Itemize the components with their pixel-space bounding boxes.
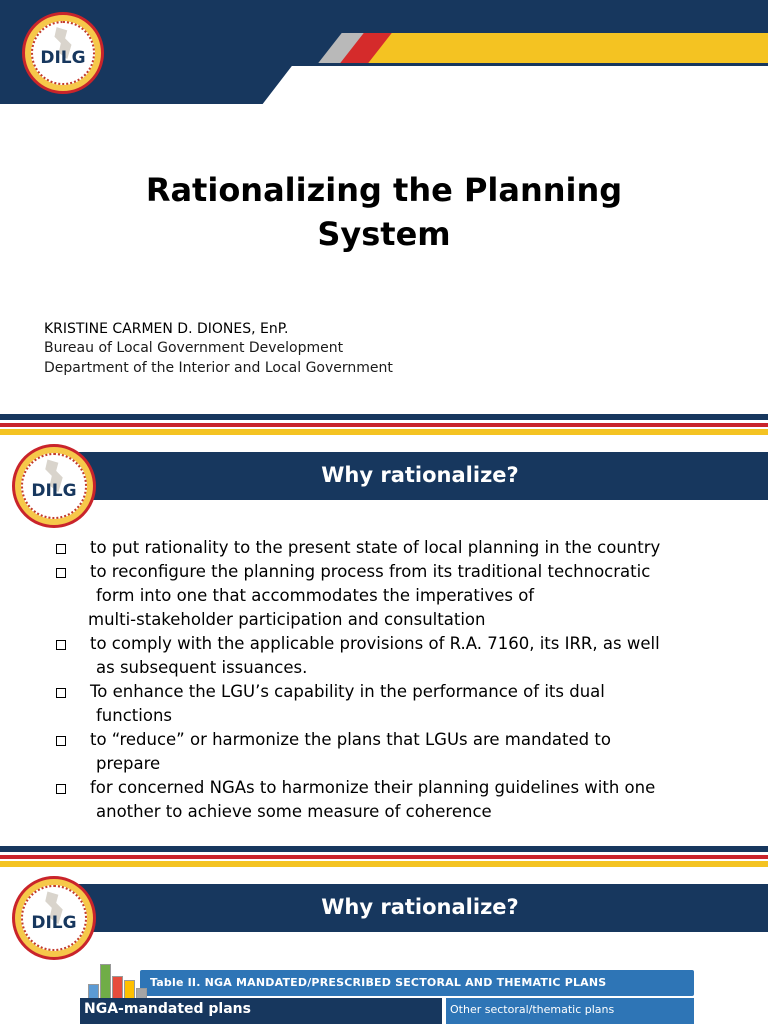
slide-divider (0, 412, 768, 438)
slide-heading: Why rationalize? (321, 895, 519, 919)
checkbox-bullet-icon (56, 784, 66, 794)
yellow-stripe (368, 33, 768, 63)
column-header-label: Other sectoral/thematic plans (450, 1003, 615, 1016)
divider-red (0, 423, 768, 427)
logo-text: DILG (31, 913, 77, 934)
bar-chart-icon-bar (100, 964, 111, 1000)
logo-text: DILG (31, 481, 77, 502)
bullet-text: as subsequent issuances. (96, 658, 308, 677)
column-header-label: NGA-mandated plans (84, 1001, 251, 1017)
slide-divider (0, 844, 768, 870)
table-title: Table II. NGA MANDATED/PRESCRIBED SECTORAL AND THEMATIC PLANS (150, 976, 607, 989)
plans-table (80, 964, 694, 1024)
bullet-text: to comply with the applicable provisions of R.A. 7160, its IRR, as well (90, 634, 660, 653)
bullet-item (0, 632, 768, 680)
bullet-text: multi-stakeholder participation and consultation (88, 610, 486, 629)
header-bar (72, 452, 768, 500)
bullet-text: another to achieve some measure of coherence (96, 802, 492, 821)
table-title-strip (140, 970, 694, 996)
dilg-logo (12, 444, 96, 528)
title-line: System (317, 215, 451, 253)
checkbox-bullet-icon (56, 736, 66, 746)
bar-chart-icon-bar (112, 976, 123, 1000)
column-header (80, 998, 442, 1024)
title-slide (0, 0, 768, 410)
author-department: Department of the Interior and Local Government (44, 360, 393, 376)
bullet-text: for concerned NGAs to harmonize their planning guidelines with one (90, 778, 656, 797)
slide-heading: Why rationalize? (321, 463, 519, 487)
checkbox-bullet-icon (56, 640, 66, 650)
title-line: Rationalizing the Planning (145, 171, 623, 209)
bar-chart-icon (88, 964, 148, 1000)
bullet-list (0, 536, 768, 824)
bullet-item (0, 680, 768, 728)
dilg-logo (22, 12, 104, 94)
author-name: KRISTINE CARMEN D. DIONES, EnP. (44, 321, 289, 337)
bullet-item (0, 776, 768, 824)
checkbox-bullet-icon (56, 688, 66, 698)
bullet-text: functions (96, 706, 172, 725)
banner-wedge (0, 66, 768, 104)
column-header (446, 998, 694, 1024)
slide-title (80, 168, 688, 256)
bar-chart-icon-bar (124, 980, 135, 1000)
header-bar (72, 884, 768, 932)
checkbox-bullet-icon (56, 544, 66, 554)
bullet-text: To enhance the LGU’s capability in the performance of its dual (90, 682, 605, 701)
slide3-header (0, 876, 768, 938)
divider-red (0, 855, 768, 859)
bullet-text: prepare (96, 754, 161, 773)
slide2-header (0, 444, 768, 506)
bullet-text: form into one that accommodates the imperatives of (96, 586, 535, 605)
divider-navy (0, 414, 768, 420)
top-banner (0, 0, 768, 104)
divider-yellow (0, 861, 768, 867)
logo-text: DILG (40, 48, 86, 69)
bullet-text: to “reduce” or harmonize the plans that LGUs are mandated to (90, 730, 611, 749)
bullet-item (0, 560, 768, 632)
bullet-item (0, 728, 768, 776)
divider-navy (0, 846, 768, 852)
bullet-text: to reconfigure the planning process from its traditional technocratic (90, 562, 651, 581)
bullet-text: to put rationality to the present state of local planning in the country (90, 538, 661, 557)
author-bureau: Bureau of Local Government Development (44, 340, 344, 356)
divider-yellow (0, 429, 768, 435)
checkbox-bullet-icon (56, 568, 66, 578)
bullet-item (0, 536, 768, 560)
dilg-logo (12, 876, 96, 960)
